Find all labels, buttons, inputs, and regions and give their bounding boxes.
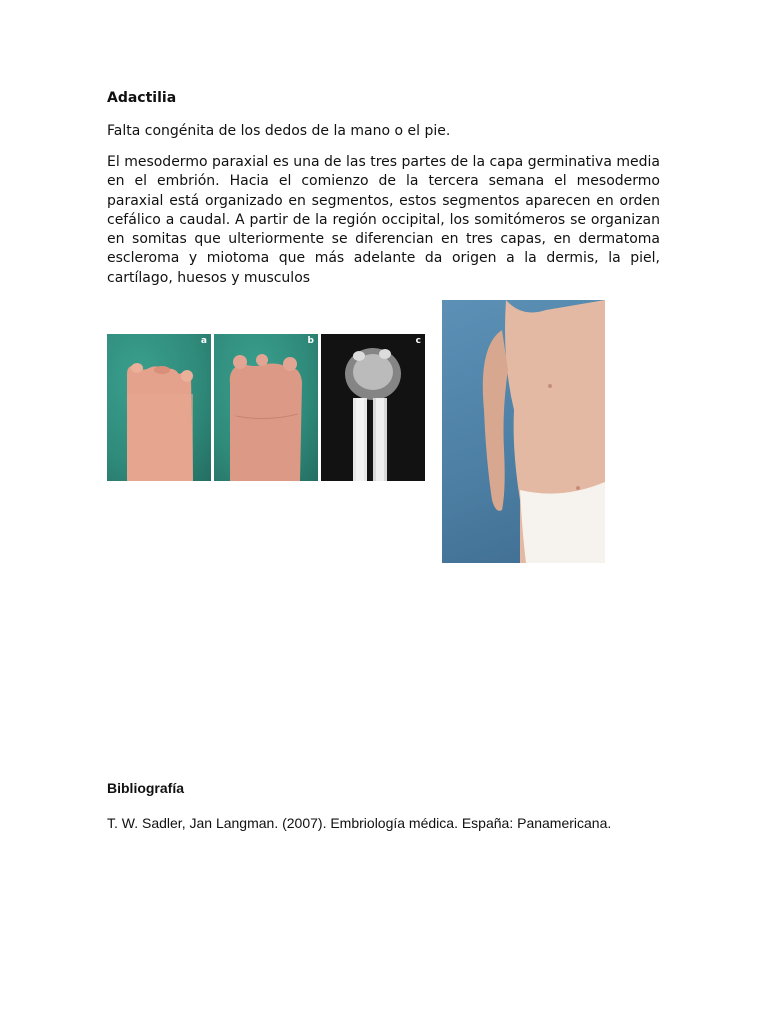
xray-image-c [321,334,425,481]
child-arm-photo [442,300,605,563]
hand-stump-photo-b [214,334,318,481]
document-title: Adactilia [107,90,177,106]
adactyly-hand-figure [107,334,425,481]
bibliography-entry: T. W. Sadler, Jan Langman. (2007). Embriología médica. España: Panamericana. [107,815,612,831]
child-torso-image [442,300,605,563]
panel-label-b: b [307,336,314,346]
figure-panel-b [214,334,318,481]
body-paragraph: El mesodermo paraxial es una de las tres partes de la capa germinativa media en el embrión. Hacia el comienzo de la tercera semana el mesodermo paraxial está organizado en segmentos, estos segmentos aparecen en orden cefálico a caudal. A partir de la región occipital, los somitómeros se organizan en somitas que ulteriormente se diferencian en tres capas, en dermatoma escleroma y miotoma que más adelante da origen a la dermis, la piel, cartílago, huesos y musculos [107,154,660,286]
figure-panel-a [107,334,211,481]
bibliography-heading: Bibliografía [107,780,185,796]
hand-stump-photo-a [107,334,211,481]
panel-label-a: a [200,336,207,346]
figure-panel-c [321,334,425,481]
panel-label-c: c [415,336,421,346]
definition-paragraph: Falta congénita de los dedos de la mano o el pie. [107,123,451,139]
